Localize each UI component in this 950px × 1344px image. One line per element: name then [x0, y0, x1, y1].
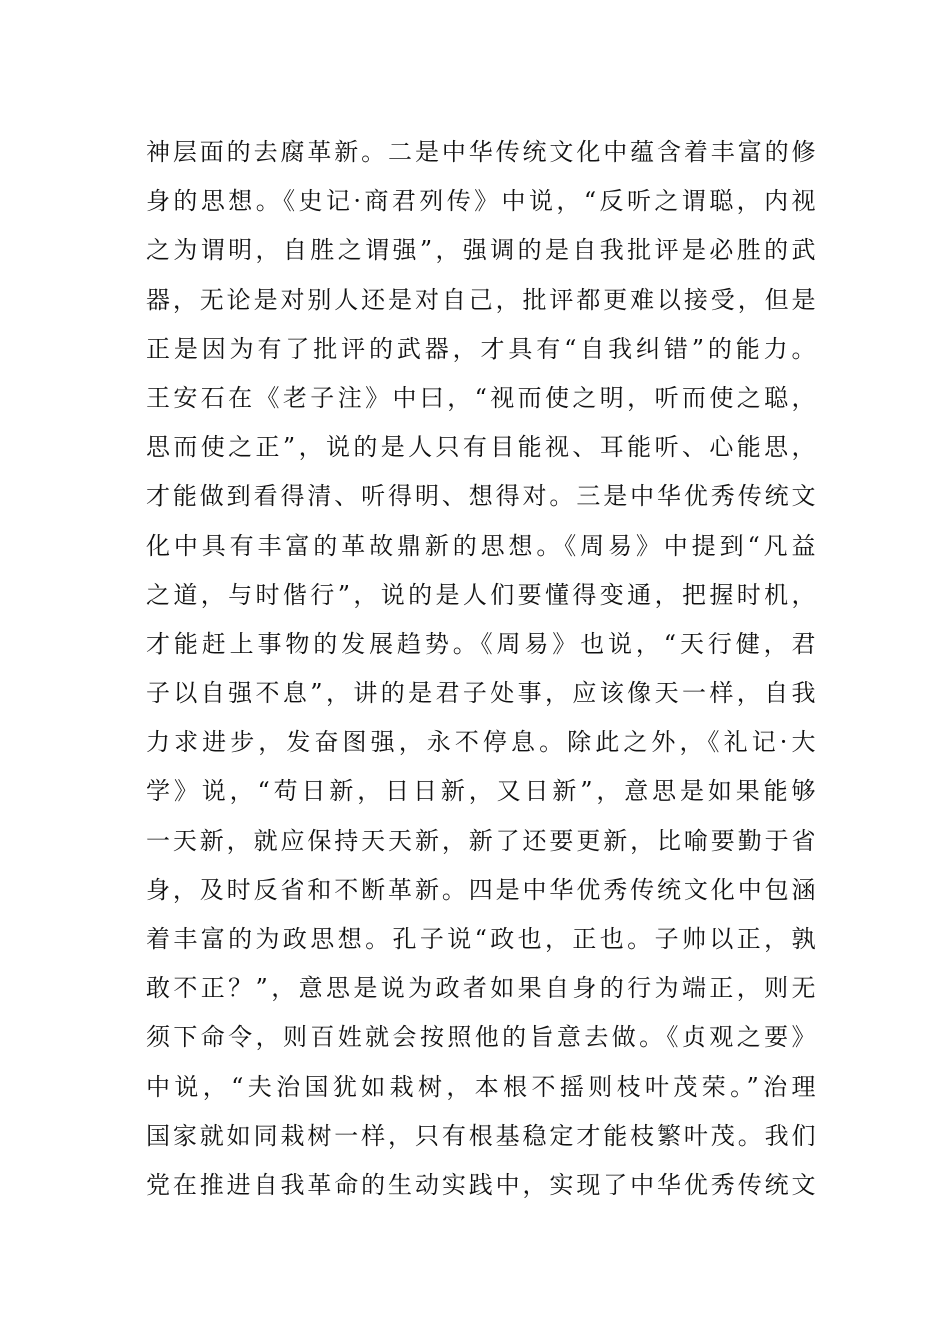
text-line: 身的思想。《史记·商君列传》中说，“反听之谓聪，内视 — [146, 187, 816, 216]
text-line: 正是因为有了批评的武器，才具有“自我纠错”的能力。 — [146, 334, 816, 363]
text-line: 一天新，就应保持天天新，新了还要更新，比喻要勤于省 — [146, 826, 816, 855]
text-line: 学》说，“苟日新，日日新，又日新”，意思是如果能够 — [146, 777, 816, 806]
text-line: 器，无论是对别人还是对自己，批评都更难以接受，但是 — [146, 285, 816, 314]
text-line: 王安石在《老子注》中曰，“视而使之明，听而使之聪， — [146, 383, 816, 412]
text-line: 身，及时反省和不断革新。四是中华优秀传统文化中包涵 — [146, 875, 816, 904]
text-line: 化中具有丰富的革故鼎新的思想。《周易》中提到“凡益 — [146, 531, 816, 560]
text-line: 党在推进自我革命的生动实践中，实现了中华优秀传统文 — [146, 1170, 816, 1199]
text-line: 国家就如同栽树一样，只有根基稳定才能枝繁叶茂。我们 — [146, 1121, 816, 1150]
text-line: 敢不正？”，意思是说为政者如果自身的行为端正，则无 — [146, 974, 816, 1003]
text-line: 力求进步，发奋图强，永不停息。除此之外，《礼记·大 — [146, 728, 816, 757]
text-line: 子以自强不息”，讲的是君子处事，应该像天一样，自我 — [146, 679, 816, 708]
text-line: 才能赶上事物的发展趋势。《周易》也说，“天行健，君 — [146, 629, 816, 658]
text-line: 中说，“夫治国犹如栽树，本根不摇则枝叶茂荣。”治理 — [146, 1072, 816, 1101]
text-line: 才能做到看得清、听得明、想得对。三是中华优秀传统文 — [146, 482, 816, 511]
body-text — [146, 128, 816, 1210]
text-line: 之道，与时偕行”，说的是人们要懂得变通，把握时机， — [146, 580, 816, 609]
text-line: 着丰富的为政思想。孔子说“政也，正也。子帅以正，孰 — [146, 925, 816, 953]
text-line: 神层面的去腐革新。二是中华传统文化中蕴含着丰富的修 — [146, 138, 816, 166]
text-line: 之为谓明，自胜之谓强”，强调的是自我批评是必胜的武 — [146, 236, 816, 265]
text-line: 思而使之正”，说的是人只有目能视、耳能听、心能思， — [146, 433, 816, 462]
text-line: 须下命令，则百姓就会按照他的旨意去做。《贞观之要》 — [146, 1023, 816, 1052]
